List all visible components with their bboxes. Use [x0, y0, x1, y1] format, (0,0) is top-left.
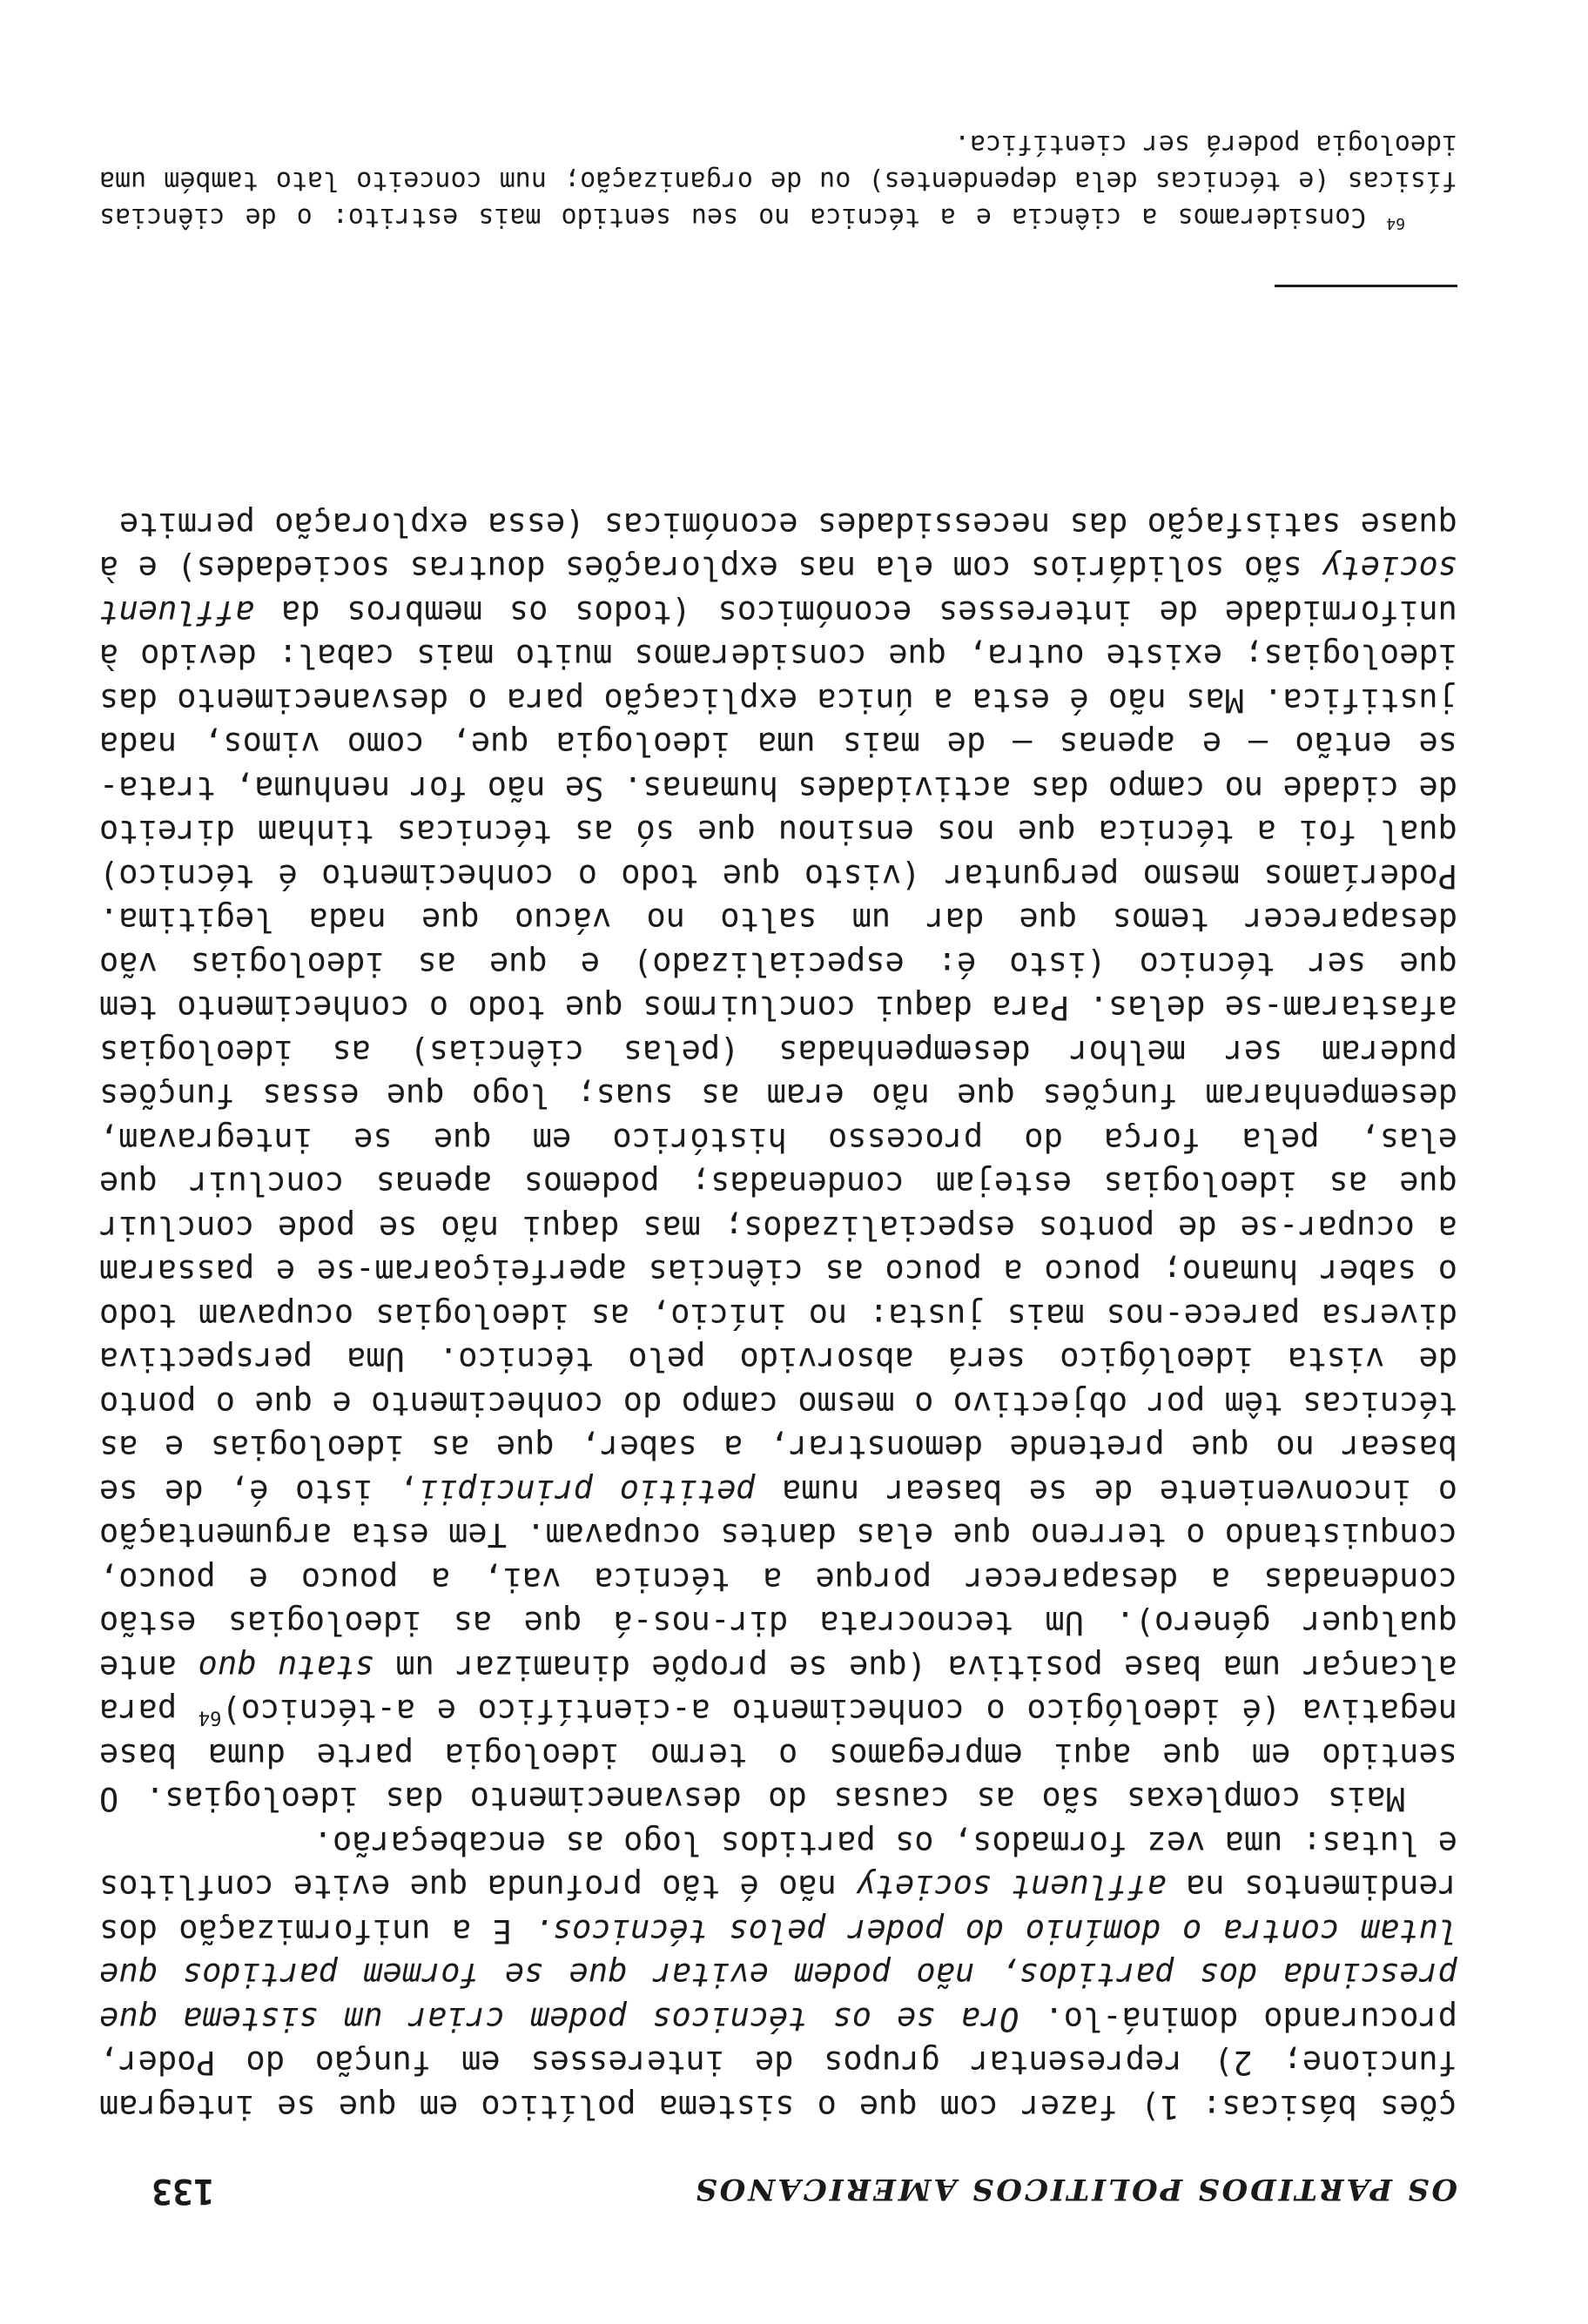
italic-text: statu quo — [198, 1649, 375, 1686]
text-run: , isto é, de se basear no que pretende demonstrar, a saber, que as ideologias e as técnicas têm por objectivo o mesmo campo do conhecimento e que o ponto de vista ideológico será absorvido pelo técnico. Uma perspectiva diversa parece-nos mais justa: no início, as ideologias ocupavam todo o saber humano; pouco a pouco as ciências aperfeiçoaram-se e passaram a ocupar-se de pontos especializados; mas daqui não se pode concluir que as ideologias estejam condenadas; podemos apenas concluir que elas, pela força do processo histórico em que se integravam, desempenharam funções que não eram as suas; logo que essas funções puderam ser melhor desempenhadas (pelas ciências) as ideologias afastaram-se delas. Para daqui concluirmos que todo o conhecimento tem que ser técnico (isto é: especializado) e que as ideologias vão desaparecer temos que dar um salto no vácuo que nada legitima. Poderíamos mesmo perguntar (visto que todo o conhecimento é técnico) qual foi a técnica que nos ensinou que só as técnicas tinham direito de cidade no campo das actividades humanas. Se não for nenhuma, trata-se então — e apenas — de mais uma ideologia que, como vimos, nada justifica. Mas não é esta a única explicação para o desvanecimento das ideologias; existe outra, que consideramos muito mais cabal: devido à uniformidade de interesses económicos (todos os membros da — [99, 594, 1457, 1510]
text-run: ante qualquer género). Um tecnocrata dir-nos-á que as ideologias estão condenadas a desaparecer porque a técnica vai, a pouco e pouco, conquistando o terreno que elas dantes ocupavam. Tem esta argumentação o inconveniente de se basear numa — [99, 1473, 1457, 1686]
footnote — [99, 125, 1457, 235]
footnote-text: Consideramos a ciência e a técnica no seu sentido mais estrito: o de ciências físicas (e técnicas dela dependentes) ou de organização; num conceito lato também uma ideologia poderá ser científica. — [99, 129, 1457, 232]
running-head: OS PARTIDOS POLITICOS AMERICANOS — [693, 2172, 1457, 2206]
italic-text: Ora se os técnicos podem criar um sistema que prescinda dos partidos, não podem evitar que se formem partidos que lutam contra o domínio do poder pelos técnicos. — [99, 1912, 1457, 2038]
footnote-number: 64 — [1386, 214, 1405, 232]
body-text — [99, 502, 1457, 2129]
text-run: ções básicas: 1) fazer com que o sistema político em que se integram funcione; 2) representar grupos de interesses em função do Poder, procurando dominá-lo. — [99, 2000, 1457, 2126]
paragraph-continued — [99, 1821, 1457, 2129]
text-run: não é tão profunda que evite conflitos e lutas: uma vez formados, os partidos logo as encabeçarão. — [99, 1824, 1457, 1906]
italic-text: affluent society — [99, 549, 1457, 631]
page-header — [151, 2167, 1457, 2211]
footnote-divider — [1275, 285, 1457, 287]
italic-text: petitio principii — [418, 1473, 756, 1510]
footnote-reference: 64 — [198, 1706, 222, 1730]
text-run: para alcançar uma base positiva (que se propõe dinamizar um — [99, 1649, 1457, 1730]
text-run: Mais complexas são as causas do desvanecimento das ideologias. O sentido em que aqui empregamos o termo ideologia parte duma base negativa (é ideológico o conhecimento a-científico e a-técnico) — [99, 1692, 1457, 1818]
text-run: são solidários com ela nas explorações doutras sociedades) e à quase satisfação das necessidades económicas (essa exploração permite — [99, 506, 1457, 588]
italic-text: affluent society — [856, 1868, 1167, 1906]
page-number: 133 — [151, 2171, 215, 2211]
paragraph-ideologies — [99, 502, 1457, 1821]
text-run: E a uniformização dos rendimentos na — [99, 1868, 1457, 1950]
